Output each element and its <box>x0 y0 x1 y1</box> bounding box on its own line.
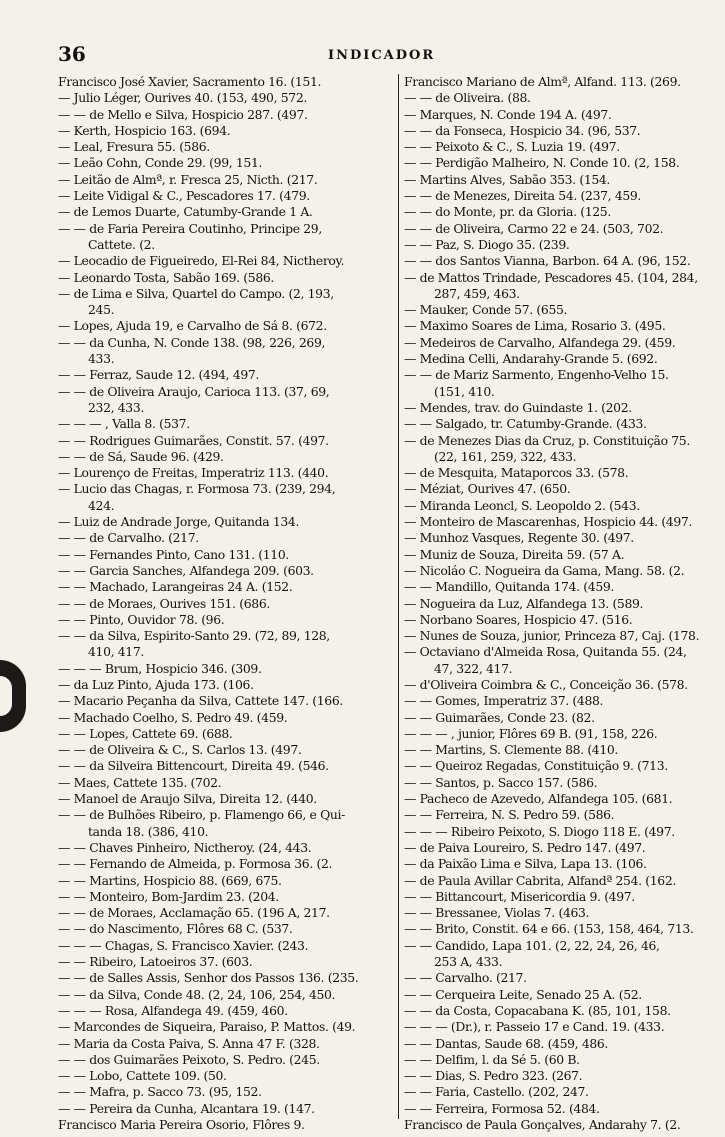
directory-entry-line: 287, 459, 463. <box>434 285 520 301</box>
directory-entry-line: — — Candido, Lapa 101. (2, 22, 24, 26, 46, <box>404 937 660 953</box>
directory-entry-line: — — Pereira da Cunha, Alcantara 19. (147. <box>58 1100 315 1116</box>
directory-entry-line: — — Dantas, Saude 68. (459, 486. <box>404 1035 609 1051</box>
directory-entry-line: — — Martins, Hospicio 88. (669, 675. <box>58 872 282 888</box>
directory-entry-line: — — Bressanee, Violas 7. (463. <box>404 905 590 921</box>
directory-entry-line: Francisco de Paula Gonçalves, Andarahy 7. (2. <box>404 1117 681 1132</box>
directory-entry-line: — Octaviano d'Almeida Rosa, Quitanda 55. (24, <box>404 644 687 660</box>
directory-entry-line: — — Machado, Larangeiras 24 A. (152. <box>58 579 293 595</box>
directory-entry-line: — Monteiro de Mascarenhas, Hospicio 44. (497. <box>404 514 692 530</box>
directory-entry-line: 232, 433. <box>88 399 144 415</box>
directory-entry-line: — — do Nascimento, Flôres 68 C. (537. <box>58 921 293 937</box>
directory-entry-line: — — de Oliveira & C., S. Carlos 13. (497. <box>58 742 302 758</box>
directory-entry-line: — — da Fonseca, Hospicio 34. (96, 537. <box>404 122 641 138</box>
directory-entry-line: — — de Salles Assis, Senhor dos Passos 136. (235. <box>58 970 359 986</box>
directory-entry-line: — — de Mariz Sarmento, Engenho-Velho 15. <box>404 367 669 383</box>
directory-entry-line: — — da Silva, Espirito-Santo 29. (72, 89, 128, <box>58 628 330 644</box>
directory-entry-line: — Mauker, Conde 57. (655. <box>404 302 568 318</box>
directory-entry-line: — — do Monte, pr. da Gloria. (125. <box>404 204 611 220</box>
directory-entry-line: — Lopes, Ajuda 19, e Carvalho de Sá 8. (672. <box>58 318 327 334</box>
directory-entry-line: — — de Menezes, Direita 54. (237, 459. <box>404 188 642 204</box>
directory-entry-line: — Leonardo Tosta, Sabão 169. (586. <box>58 269 274 285</box>
directory-entry-line: — — Lopes, Cattete 69. (688. <box>58 725 233 741</box>
directory-entry-line: — Nogueira da Luz, Alfandega 13. (589. <box>404 595 644 611</box>
directory-entry-line: — Manoel de Araujo Silva, Direita 12. (440. <box>58 791 317 807</box>
directory-entry-line: — Leocadio de Figueiredo, El-Rei 84, Nictheroy. <box>58 253 345 269</box>
directory-entry-line: — — Garcia Sanches, Alfandega 209. (603. <box>58 562 314 578</box>
directory-entry-line: — — de Bulhões Ribeiro, p. Flamengo 66, e Qui- <box>58 807 346 823</box>
directory-entry-line: — — de Faria Pereira Coutinho, Principe 29, <box>58 220 322 236</box>
directory-entry-line: — — — Ribeiro Peixoto, S. Diogo 118 E. (497. <box>404 823 675 839</box>
directory-entry-line: — — Perdigão Malheiro, N. Conde 10. (2, 158. <box>404 155 680 171</box>
directory-entry-line: — — Fernandes Pinto, Cano 131. (110. <box>58 546 289 562</box>
directory-entry-line: — — dos Guimarães Peixoto, S. Pedro. (245. <box>58 1051 320 1067</box>
directory-entry-line: — — Pinto, Ouvidor 78. (96. <box>58 611 225 627</box>
directory-entry-line: — de Mattos Trindade, Pescadores 45. (104, 284, <box>404 269 698 285</box>
directory-entry-line: — — de Mello e Silva, Hospicio 287. (497. <box>58 106 308 122</box>
directory-entry-line: — de Menezes Dias da Cruz, p. Constituição 75. <box>404 432 690 448</box>
directory-entry-line: — Maximo Soares de Lima, Rosario 3. (495. <box>404 318 666 334</box>
directory-entry-line: — — Brito, Constit. 64 e 66. (153, 158, 464, 713. <box>404 921 694 937</box>
directory-entry-line: — Leal, Fresura 55. (586. <box>58 139 210 155</box>
directory-entry-line: — Nicoláo C. Nogueira da Gama, Mang. 58. (2. <box>404 562 685 578</box>
directory-entry-line: — — da Silva, Conde 48. (2, 24, 106, 254, 450. <box>58 986 336 1002</box>
directory-entry-line: — d'Oliveira Coimbra & C., Conceição 36. (578. <box>404 676 688 692</box>
directory-entry-line: — Machado Coelho, S. Pedro 49. (459. <box>58 709 288 725</box>
directory-entry-line: — — Cerqueira Leite, Senado 25 A. (52. <box>404 986 642 1002</box>
directory-entry-line: — Miranda Leoncl, S. Leopoldo 2. (543. <box>404 497 640 513</box>
directory-entry-line: — Norbano Soares, Hospicio 47. (516. <box>404 611 633 627</box>
directory-entry-line: — — Gomes, Imperatriz 37. (488. <box>404 693 604 709</box>
directory-entry-line: Francisco Maria Pereira Osorio, Flôres 9. <box>58 1117 305 1132</box>
directory-entry-line: — Maes, Cattete 135. (702. <box>58 774 222 790</box>
directory-entry-line: — — Dias, S. Pedro 323. (267. <box>404 1068 583 1084</box>
directory-entry-line: Francisco Mariano de Almª, Alfand. 113. (269. <box>404 74 681 89</box>
directory-entry-line: (151, 410. <box>434 383 495 399</box>
directory-entry-line: 245. <box>88 302 115 318</box>
directory-entry-line: — — — , Valla 8. (537. <box>58 416 190 432</box>
directory-entry-line: — — de Oliveira Araujo, Carioca 113. (37, 69, <box>58 383 330 399</box>
directory-entry-line: — Nunes de Souza, junior, Princeza 87, Caj. (178. <box>404 628 700 644</box>
directory-entry-line: — — Guimarães, Conde 23. (82. <box>404 709 595 725</box>
directory-entry-line: — Méziat, Ourives 47. (650. <box>404 481 571 497</box>
directory-entry-line: — — da Cunha, N. Conde 138. (98, 226, 269, <box>58 334 326 350</box>
directory-entry-line: — — — , junior, Flôres 69 B. (91, 158, 226. <box>404 725 658 741</box>
directory-entry-line: — — Mandillo, Quitanda 174. (459. <box>404 579 614 595</box>
directory-entry-line: — — Martins, S. Clemente 88. (410. <box>404 742 618 758</box>
directory-entry-line: — — Peixoto & C., S. Luzia 19. (497. <box>404 139 620 155</box>
directory-entry-line: — Marcondes de Siqueira, Paraiso, P. Mattos. (49. <box>58 1019 356 1035</box>
directory-entry-line: — — Lobo, Cattete 109. (50. <box>58 1068 227 1084</box>
column-divider <box>398 74 399 1119</box>
directory-entry-line: Francisco José Xavier, Sacramento 16. (151. <box>58 74 322 89</box>
directory-entry-line: Cattete. (2. <box>88 236 155 252</box>
directory-entry-line: — Lourenço de Freitas, Imperatriz 113. (440. <box>58 465 329 481</box>
directory-entry-line: — de Lima e Silva, Quartel do Campo. (2, 193, <box>58 285 334 301</box>
directory-entry-line: — — — Chagas, S. Francisco Xavier. (243. <box>58 937 309 953</box>
directory-entry-line: — — Ferreira, N. S. Pedro 59. (586. <box>404 807 615 823</box>
directory-entry-line: — Medina Celli, Andarahy-Grande 5. (692. <box>404 351 658 367</box>
directory-entry-line: — Marques, N. Conde 194 A. (497. <box>404 106 612 122</box>
directory-entry-line: — — de Oliveira. (88. <box>404 90 531 106</box>
directory-entry-line: — — de Moraes, Ourives 151. (686. <box>58 595 270 611</box>
directory-entry-line: — — — Rosa, Alfandega 49. (459, 460. <box>58 1002 288 1018</box>
directory-entry-line: — — Paz, S. Diogo 35. (239. <box>404 236 570 252</box>
directory-entry-line: — Pacheco de Azevedo, Alfandega 105. (681. <box>404 791 673 807</box>
directory-entry-line: — Mendes, trav. do Guindaste 1. (202. <box>404 399 632 415</box>
directory-entry-line: (22, 161, 259, 322, 433. <box>434 448 577 464</box>
directory-entry-line: — de Paiva Loureiro, S. Pedro 147. (497. <box>404 839 646 855</box>
directory-entry-line: — da Paixão Lima e Silva, Lapa 13. (106. <box>404 856 647 872</box>
directory-entry-line: — de Paula Avillar Cabrita, Alfandª 254. (162. <box>404 872 676 888</box>
directory-entry-line: — de Lemos Duarte, Catumby-Grande 1 A. <box>58 204 313 220</box>
directory-entry-line: — — de Oliveira, Carmo 22 e 24. (503, 702. <box>404 220 664 236</box>
directory-entry-line: — — da Costa, Copacabana K. (85, 101, 158. <box>404 1002 671 1018</box>
directory-entry-line: 424. <box>88 497 115 513</box>
directory-entry-line: — Leão Cohn, Conde 29. (99, 151. <box>58 155 263 171</box>
directory-entry-line: — — Faria, Castello. (202, 247. <box>404 1084 589 1100</box>
directory-entry-line: 47, 322, 417. <box>434 660 513 676</box>
directory-entry-line: — — de Carvalho. (217. <box>58 530 199 546</box>
left-column <box>58 74 394 1133</box>
directory-entry-line: — — Santos, p. Sacco 157. (586. <box>404 774 598 790</box>
directory-entry-line: — — Mafra, p. Sacco 73. (95, 152. <box>58 1084 262 1100</box>
directory-entry-line: — — — (Dr.), r. Passeio 17 e Cand. 19. (433. <box>404 1019 665 1035</box>
directory-entry-line: — Martins Alves, Sabão 353. (154. <box>404 171 611 187</box>
directory-entry-line: — — de Moraes, Acclamação 65. (196 A, 217. <box>58 905 330 921</box>
directory-entry-line: — — Fernando de Almeida, p. Formosa 36. (2. <box>58 856 333 872</box>
directory-entry-line: — — Chaves Pinheiro, Nictheroy. (24, 443. <box>58 839 312 855</box>
directory-entry-line: — Luiz de Andrade Jorge, Quitanda 134. <box>58 514 300 530</box>
binding-mark-hole <box>0 676 12 716</box>
directory-entry-line: — — Monteiro, Bom-Jardim 23. (204. <box>58 888 279 904</box>
directory-entry-line: — — de Sá, Saude 96. (429. <box>58 448 224 464</box>
directory-entry-line: — — Ribeiro, Latoeiros 37. (603. <box>58 954 253 970</box>
directory-entry-line: 253 A, 433. <box>434 954 503 970</box>
directory-entry-line: — Lucio das Chagas, r. Formosa 73. (239, 294, <box>58 481 336 497</box>
directory-entry-line: — — Salgado, tr. Catumby-Grande. (433. <box>404 416 647 432</box>
page-number: 36 <box>58 42 86 66</box>
directory-entry-line: — de Mesquita, Mataporcos 33. (578. <box>404 465 629 481</box>
directory-entry-line: — Maria da Costa Paiva, S. Anna 47 F. (328. <box>58 1035 320 1051</box>
directory-entry-line: — Munhoz Vasques, Regente 30. (497. <box>404 530 634 546</box>
running-title: INDICADOR <box>328 48 436 63</box>
directory-entry-line: — — Bittancourt, Misericordia 9. (497. <box>404 888 635 904</box>
directory-entry-line: — — — Brum, Hospicio 346. (309. <box>58 660 262 676</box>
directory-entry-line: 410, 417. <box>88 644 144 660</box>
directory-entry-line: — — da Silveira Bittencourt, Direita 49. (546. <box>58 758 329 774</box>
directory-entry-line: tanda 18. (386, 410. <box>88 823 209 839</box>
directory-entry-line: 433. <box>88 351 115 367</box>
directory-entry-line: — Leitão de Almª, r. Fresca 25, Nicth. (217. <box>58 171 318 187</box>
right-column <box>404 74 720 1133</box>
directory-entry-line: — — Queiroz Regadas, Constituição 9. (713. <box>404 758 668 774</box>
directory-entry-line: — Medeiros de Carvalho, Alfandega 29. (459. <box>404 334 676 350</box>
directory-entry-line: — — Delfim, l. da Sé 5. (60 B. <box>404 1051 580 1067</box>
directory-entry-line: — Muniz de Souza, Direita 59. (57 A. <box>404 546 625 562</box>
directory-entry-line: — — dos Santos Vianna, Barbon. 64 A. (96, 152. <box>404 253 691 269</box>
directory-entry-line: — — Carvalho. (217. <box>404 970 527 986</box>
directory-entry-line: — da Luz Pinto, Ajuda 173. (106. <box>58 676 254 692</box>
directory-entry-line: — Kerth, Hospicio 163. (694. <box>58 122 231 138</box>
directory-entry-line: — — Ferraz, Saude 12. (494, 497. <box>58 367 260 383</box>
directory-entry-line: — Julio Léger, Ourives 40. (153, 490, 572. <box>58 90 307 106</box>
page-header <box>58 42 708 68</box>
directory-entry-line: — Leite Vidigal & C., Pescadores 17. (479. <box>58 188 310 204</box>
directory-entry-line: — Macario Peçanha da Silva, Cattete 147. (166. <box>58 693 343 709</box>
directory-entry-line: — — Rodrigues Guimarães, Constit. 57. (497. <box>58 432 329 448</box>
directory-entry-line: — — Ferreira, Formosa 52. (484. <box>404 1100 600 1116</box>
